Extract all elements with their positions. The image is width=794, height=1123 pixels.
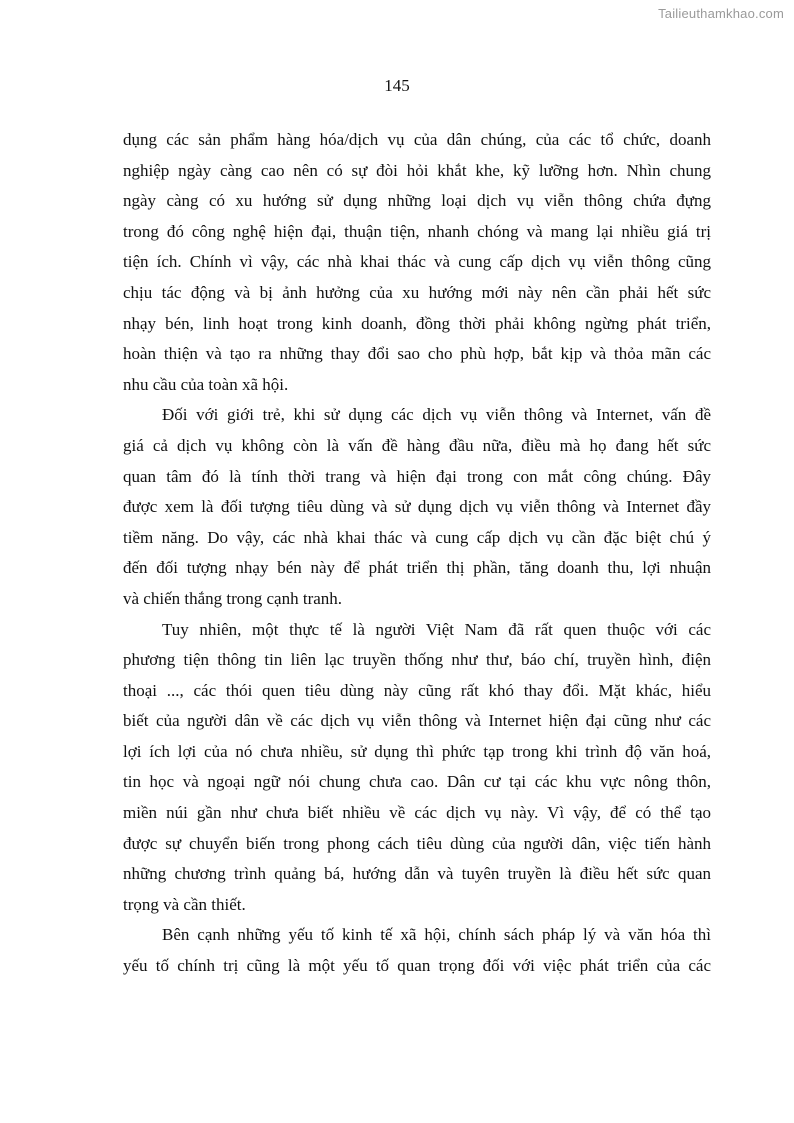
watermark: Tailieuthamkhao.com [658,6,784,21]
text-line: Bên cạnh những yếu tố kinh tế xã hội, chính sách pháp lý và văn hóa thì [162,925,711,945]
text-line: tiềm năng. Do vậy, các nhà khai thác và cung cấp dịch vụ cần đặc biệt chú ý [123,527,711,547]
text-line: những chương trình quảng bá, hướng dẫn và tuyên truyền là điều hết sức quan [123,864,711,884]
text-line: và chiến thắng trong cạnh tranh. [123,588,343,608]
text-line: lợi ích lợi của nó chưa nhiều, sử dụng thì phức tạp trong khi trình độ văn hoá, [123,741,711,761]
page-number: 145 [384,76,410,95]
text-line: tin học và ngoại ngữ nói chung chưa cao. Dân cư tại các khu vực nông thôn, [123,772,711,792]
text-line: được sự chuyển biến trong phong cách tiêu dùng của người dân, việc tiến hành [123,833,711,853]
text-line: Tuy nhiên, một thực tế là người Việt Nam đã rất quen thuộc với các [162,619,711,639]
text-line: hoàn thiện và tạo ra những thay đổi sao cho phù hợp, bắt kịp và thỏa mãn các [123,344,711,364]
text-line: dụng các sản phẩm hàng hóa/dịch vụ của dân chúng, của các tổ chức, doanh [123,130,711,149]
text-line: nhu cầu của toàn xã hội. [123,374,289,394]
text-line: miền núi gần như chưa biết nhiều về các dịch vụ này. Vì vậy, để có thể tạo [123,803,711,823]
text-line: thoại ..., các thói quen tiêu dùng này cũng rất khó thay đổi. Mặt khác, hiểu [123,680,711,700]
text-line: trong đó công nghệ hiện đại, thuận tiện, nhanh chóng và mang lại nhiều giá trị [123,221,711,241]
text-line: biết của người dân về các dịch vụ viễn thông và Internet hiện đại cũng như các [123,711,711,731]
text-line: ngày càng có xu hướng sử dụng những loại dịch vụ viễn thông chứa đựng [123,191,711,211]
text-line: Đối với giới trẻ, khi sử dụng các dịch vụ viễn thông và Internet, vấn đề [162,405,711,425]
text-line: chịu tác động và bị ảnh hưởng của xu hướng mới này nên cần phải hết sức [123,282,711,302]
text-line: yếu tố chính trị cũng là một yếu tố quan trọng đối với việc phát triển của các [123,956,711,976]
text-line: nhạy bén, linh hoạt trong kinh doanh, đồng thời phải không ngừng phát triển, [123,313,711,333]
text-line: tiện ích. Chính vì vậy, các nhà khai thác và cung cấp dịch vụ viễn thông cũng [123,252,711,272]
text-line: trọng và cần thiết. [123,894,246,914]
text-line: đến đối tượng nhạy bén này để phát triển thị phần, tăng doanh thu, lợi nhuận [123,558,711,578]
text-line: giá cả dịch vụ không còn là vấn đề hàng đầu nữa, điều mà họ đang hết sức [123,435,711,455]
text-line: được xem là đối tượng tiêu dùng và sử dụng dịch vụ viễn thông và Internet đầy [123,497,711,517]
text-line: nghiệp ngày càng cao nên có sự đòi hỏi khắt khe, kỹ lưỡng hơn. Nhìn chung [123,160,711,180]
text-line: phương tiện thông tin liên lạc truyền thống như thư, báo chí, truyền hình, điện [123,650,711,670]
text-line: quan tâm đó là tính thời trang và hiện đại trong con mắt công chúng. Đây [123,466,711,486]
document-body [123,125,711,982]
